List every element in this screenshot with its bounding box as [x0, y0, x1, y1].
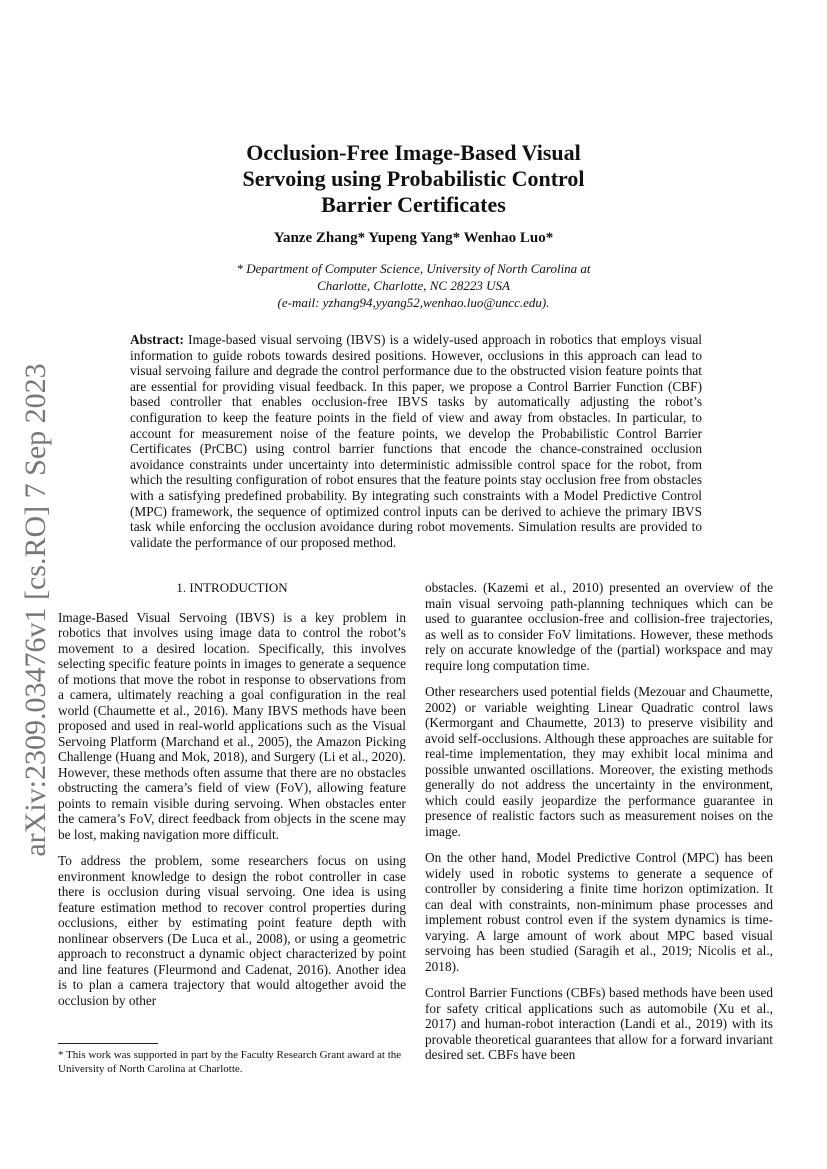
arxiv-sidebar	[10, 360, 62, 860]
title-line: Barrier Certificates	[321, 192, 506, 217]
paragraph: On the other hand, Model Predictive Control (MPC) has been widely used in robotic systems to generate a sequence of controller by considering a finite time horizon optimization. It can deal with constraints, non-minimum phase processes and implement robust control even if the system dynamics is time-varying. A large amount of work about MPC based visual servoing has been studied (Saragih et al., 2019; Nicolis et al., 2018).	[425, 850, 773, 974]
section-heading: 1. INTRODUCTION	[176, 580, 288, 595]
paragraph: obstacles. (Kazemi et al., 2010) presented an overview of the main visual servoing path-planning techniques which can be used to guarantee occlusion-free and collision-free trajectories, as well as to consider FoV limitations. However, these methods rely on accurate knowledge of the (partial) workspace and may require long computation time.	[425, 580, 773, 673]
authors: Yanze Zhang* Yupeng Yang* Wenhao Luo*	[273, 230, 554, 246]
footnote: * This work was supported in part by the Faculty Research Grant award at the University of North Carolina at Charlotte.	[58, 1049, 402, 1075]
right-column	[425, 580, 773, 1074]
title-line: Servoing using Probabilistic Control	[242, 166, 585, 191]
paragraph: Image-Based Visual Servoing (IBVS) is a key problem in robotics that involves using image data to control the robot’s movement to a desired location. Specifically, this involves selecting specific feature points in images to generate a sequence of motions that move the robot in response to observations from a camera, ultimately reaching a goal configuration in the real world (Chaumette et al., 2016). Many IBVS methods have been proposed and used in real-world applications such as the Visual Servoing Platform (Marchand et al., 2005), the Amazon Picking Challenge (Huang and Mok, 2018), and Surgery (Li et al., 2020). However, these methods often assume that there are no obstacles obstructing the camera’s field of view (FoV), allowing feature points to remain visible during servoing. When obstacles enter the camera’s FoV, direct feedback from objects in the scene may be lost, making navigation more difficult.	[58, 609, 406, 842]
affiliation-line: (e-mail: yzhang94,yyang52,wenhao.luo@uncc.edu).	[277, 295, 550, 310]
abstract-text: Image-based visual servoing (IBVS) is a widely-used approach in robotics that employs visual information to guide robots towards desired positions. However, occlusions in this approach can lead to visual servoing failure and degrade the control performance due to the obstructed vision feature points that are essential for providing visual feedback. In this paper, we propose a Control Barrier Function (CBF) based controller that enables occlusion-free IBVS tasks by automatically adjusting the robot’s configuration to keep the feature points in the field of view and away from obstacles. In particular, to account for measurement noise of the feature points, we develop the Probabilistic Control Barrier Certificates (PrCBC) using control barrier functions that encode the chance-constrained occlusion avoidance constraints under uncertainty into deterministic admissible control space for the robot, from which the resulting configuration of robot ensures that the feature points stay occlusion free from obstacles with a satisfying predefined probability. By integrating such constraints with a Model Predictive Control (MPC) framework, the sequence of optimized control inputs can be derived to achieve the primary IBVS task while enforcing the occlusion avoidance during robot movements. Simulation results are provided to validate the performance of our proposed method.	[130, 332, 702, 550]
paragraph: Control Barrier Functions (CBFs) based methods have been used for safety critical applications such as automobile (Xu et al., 2017) and human-robot interaction (Landi et al., 2019) with its provable theoretical guarantees that allow for a forward invariant desired set. CBFs have been	[425, 985, 773, 1062]
title-line: Occlusion-Free Image-Based Visual	[246, 140, 581, 165]
left-column	[58, 580, 406, 1019]
paper-title	[150, 140, 677, 218]
paragraph: To address the problem, some researchers focus on using environment knowledge to design the robot controller in case there is occlusion during visual servoing. One idea is using feature estimation method to recover control properties during occlusions, either by estimating point feature depth with nonlinear observers (De Luca et al., 2008), or using a geometric approach to reconstruct a dynamic object characterized by point and line features (Fleurmond and Cadenat, 2016). Another idea is to plan a camera trajectory that would altogether avoid the occlusion by other	[58, 853, 406, 1008]
footnote-rule	[58, 1043, 158, 1044]
abstract	[130, 332, 702, 550]
arxiv-identifier: arXiv:2309.03476v1 [cs.RO] 7 Sep 2023	[19, 363, 52, 857]
paragraph: Other researchers used potential fields (Mezouar and Chaumette, 2002) or variable weighting Linear Quadratic control laws (Kermorgant and Chaumette, 2013) to preserve visibility and avoid self-occlusions. Although these approaches are suitable for real-time implementation, they may exhibit local minima and possible unwanted oscillations. Moreover, the existing methods generally do not address the uncertainty in the environment, which could easily jeopardize the performance guarantee in presence of realistic factors such as measurement noises on the image.	[425, 684, 773, 839]
affiliation	[150, 260, 677, 311]
affiliation-line: * Department of Computer Science, University of North Carolina at	[236, 261, 591, 276]
abstract-label: Abstract:	[130, 332, 184, 347]
affiliation-line: Charlotte, Charlotte, NC 28223 USA	[317, 278, 510, 293]
